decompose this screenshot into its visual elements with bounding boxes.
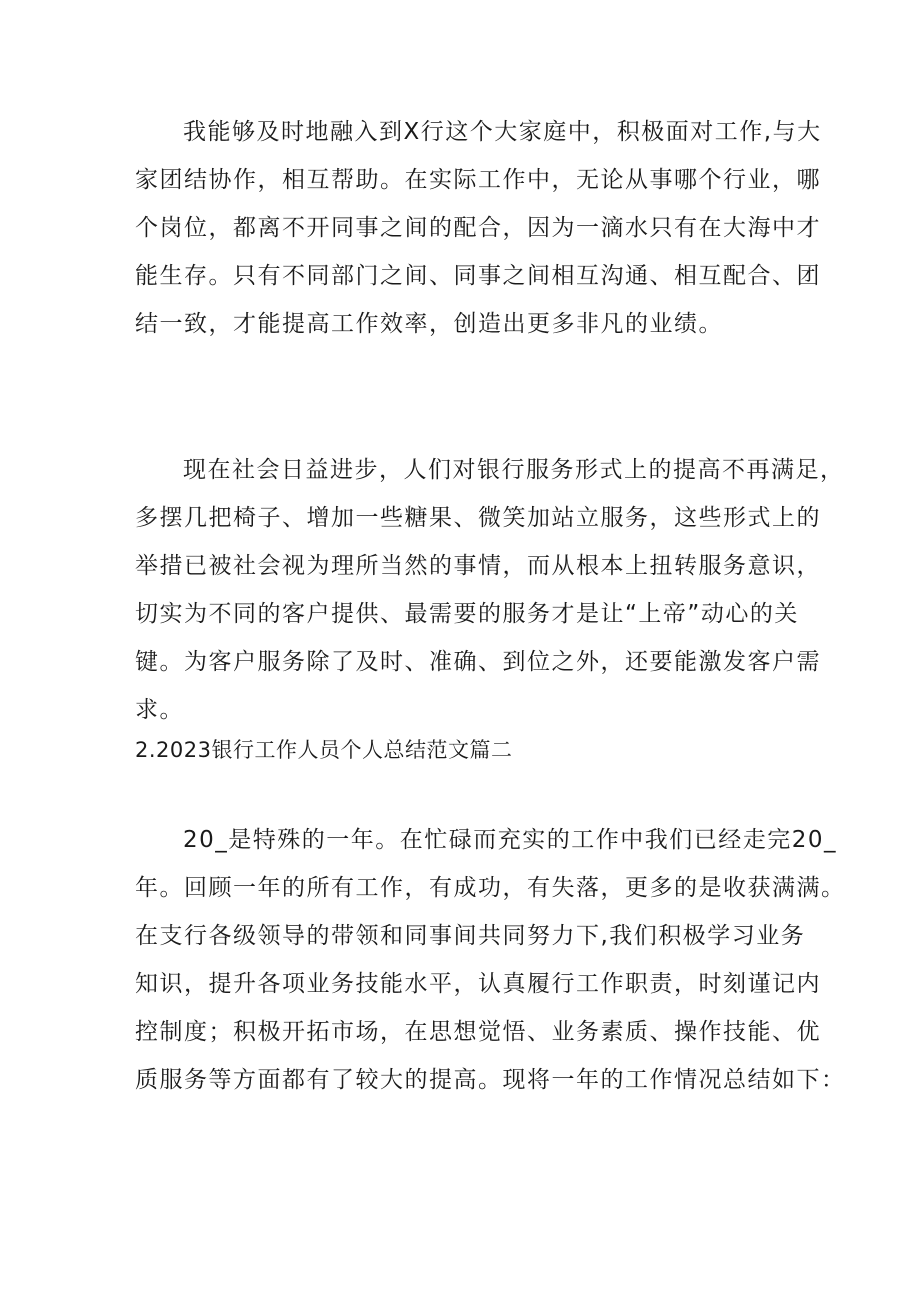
paragraph2-line-3: 举措已被社会视为理所当然的事情，而从根本上扭转服务意识， — [135, 553, 821, 579]
section-heading: 2.2023银行工作人员个人总结范文篇二 — [135, 738, 513, 762]
paragraph3-line-2: 年。回顾一年的所有工作，有成功，有失落，更多的是收获满满。 — [135, 875, 846, 901]
paragraph2-line-2: 多摆几把椅子、增加一些糖果、微笑加站立服务，这些形式上的 — [135, 505, 821, 531]
paragraph3-line-4: 知识，提升各项业务技能水平，认真履行工作职责，时刻谨记内 — [135, 971, 821, 997]
paragraph3-line-5: 控制度；积极开拓市场，在思想觉悟、业务素质、操作技能、优 — [135, 1019, 821, 1045]
paragraph1-line-1: 我能够及时地融入到X行这个大家庭中，积极面对工作,与大 — [183, 119, 822, 145]
paragraph1-line-5: 结一致，才能提高工作效率，创造出更多非凡的业绩。 — [135, 311, 723, 337]
paragraph2-line-4: 切实为不同的客户提供、最需要的服务才是让“上帝”动心的关 — [135, 601, 799, 627]
paragraph2-line-1: 现在社会日益进步，人们对银行服务形式上的提高不再满足， — [183, 457, 845, 483]
paragraph1-line-3: 个岗位，都离不开同事之间的配合，因为一滴水只有在大海中才 — [135, 215, 821, 241]
paragraph1-line-4: 能生存。只有不同部门之间、同事之间相互沟通、相互配合、团 — [135, 263, 821, 289]
paragraph3-line-3: 在支行各级领导的带领和同事间共同努力下,我们积极学习业务 — [135, 923, 806, 949]
paragraph3-line-1: 20_是特殊的一年。在忙碌而充实的工作中我们已经走完20_ — [183, 827, 838, 853]
paragraph1-line-2: 家团结协作，相互帮助。在实际工作中，无论从事哪个行业，哪 — [135, 167, 821, 193]
paragraph2-line-6: 求。 — [135, 697, 184, 723]
paragraph2-line-5: 键。为客户服务除了及时、准确、到位之外，还要能激发客户需 — [135, 649, 821, 675]
paragraph3-line-6: 质服务等方面都有了较大的提高。现将一年的工作情况总结如下： — [135, 1067, 846, 1093]
